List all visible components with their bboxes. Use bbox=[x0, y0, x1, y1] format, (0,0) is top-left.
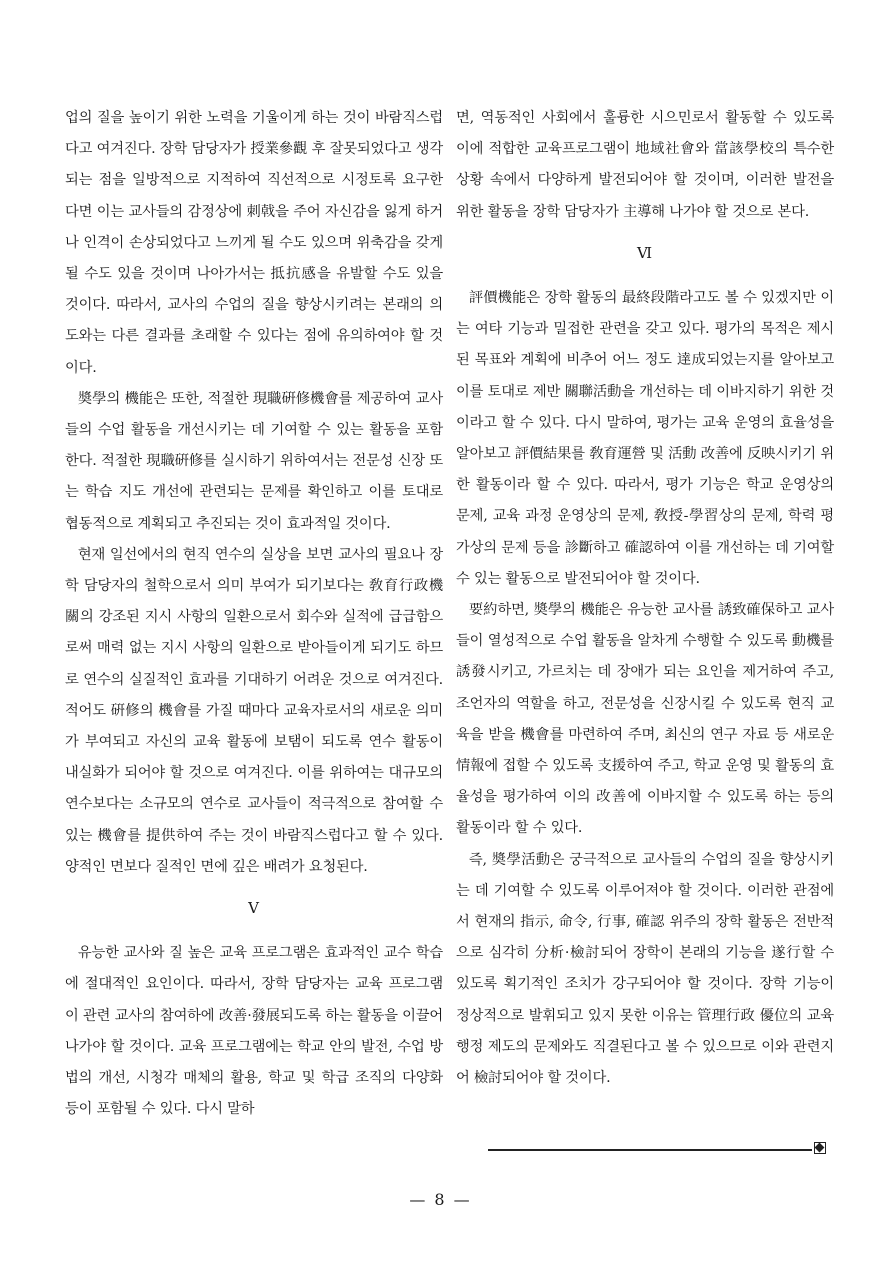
paragraph: 업의 질을 높이기 위한 노력을 기울이게 하는 것이 바람직스럽다고 여겨진다. 장학 담당자가 授業參觀 후 잘못되었다고 생각되는 점을 일방적으로 지적하여 직선적으로 시정토록 요구한다면 이는 교사들의 감정상에 刺戟을 주어 자신감을 잃게 하거나 인격이 손상되었다고 느끼게 될 수도 있으며 위축감을 갖게 될 수도 있을 것이며 나아가서는 抵抗感을 유발할 수도 있을 것이다. 따라서, 교사의 수업의 질을 향상시키려는 본래의 의도와는 다른 결과를 초래할 수 있다는 점에 유의하여야 할 것이다. bbox=[65, 110, 443, 376]
paragraph: 즉, 奬學活動은 궁극적으로 교사들의 수업의 질을 향상시키는 데 기여할 수 있도록 이루어져야 할 것이다. 이러한 관점에서 현재의 指示, 命令, 行事, 確認 위주의 장학 활동은 전반적으로 심각히 分析·檢討되어 장학이 본래의 기능을 遂行할 수 있도록 획기적인 조치가 강구되어야 할 것이다. 장학 기능이 정상적으로 발휘되고 있지 못한 이유는 管理行政 優位의 교육 행정 제도의 문제와도 직결된다고 볼 수 있으므로 이와 관련지어 檢討되어야 할 것이다. bbox=[456, 851, 834, 1087]
end-of-article-rule bbox=[488, 1142, 826, 1156]
section-heading-v: V bbox=[248, 899, 260, 918]
paragraph: 현재 일선에서의 현직 연수의 실상을 보면 교사의 필요나 장학 담당자의 철학으로서 의미 부여가 되기보다는 敎育行政機關의 강조된 지시 사항의 일환으로서 회수와 실적에 급급함으로써 매력 없는 지시 사항의 일환으로 받아들이게 되기도 하므로 연수의 실질적인 효과를 기대하기 어려운 것으로 여겨진다. 적어도 硏修의 機會를 가질 때마다 교육자로서의 새로운 의미가 부여되고 자신의 교육 활동에 보탬이 되도록 연수 활동이 내실화가 되어야 할 것으로 여겨진다. 이를 위하여는 대규모의 연수보다는 소규모의 연수로 교사들이 적극적으로 참여할 수 있는 機會를 提供하여 주는 것이 바람직스럽다고 할 수 있다. 양적인 면보다 질적인 면에 깊은 배려가 요청된다. bbox=[65, 546, 443, 875]
paragraph: 要約하면, 奬學의 機能은 유능한 교사를 誘致確保하고 교사들이 열성적으로 수업 활동을 알차게 수행할 수 있도록 動機를 誘發시키고, 가르치는 데 장애가 되는 요인을 제거하여 주고, 조언자의 역할을 하고, 전문성을 신장시킬 수 있도록 현직 교육을 받을 機會를 마련하여 주며, 최신의 연구 자료 등 새로운 情報에 접할 수 있도록 支援하여 주고, 학교 운영 및 활동의 효율성을 평가하여 이의 改善에 이바지할 수 있도록 하는 등의 활동이라 할 수 있다. bbox=[456, 602, 834, 837]
end-mark-diamond-icon bbox=[814, 1142, 826, 1154]
section-heading-vi: Ⅵ bbox=[636, 243, 654, 262]
left-column bbox=[65, 103, 443, 1126]
paragraph: 유능한 교사와 질 높은 교육 프로그램은 효과적인 교수 학습에 절대적인 요인이다. 따라서, 장학 담당자는 교육 프로그램이 관련 교사의 참여하에 改善·發展되도록 하는 활동을 이끌어 나가야 할 것이다. 교육 프로그램에는 학교 안의 발전, 수업 방법의 개선, 시청각 매체의 활용, 학교 및 학급 조직의 다양화 등이 포함될 수 있다. 다시 말하 bbox=[65, 945, 443, 1118]
paragraph: 評價機能은 장학 활동의 最終段階라고도 볼 수 있겠지만 이는 여타 기능과 밀접한 관련을 갖고 있다. 평가의 목적은 제시된 목표와 계획에 비추어 어느 정도 達成되었는지를 알아보고 이를 토대로 제반 關聯活動을 개선하는 데 이바지하기 위한 것이라고 할 수 있다. 다시 말하여, 평가는 교육 운영의 효율성을 알아보고 評價結果를 敎育運營 및 活動 改善에 反映시키기 위한 활동이라 할 수 있다. 따라서, 평가 기능은 학교 운영상의 문제, 교육 과정 운영상의 문제, 敎授-學習상의 문제, 학력 평가상의 문제 등을 診斷하고 確認하여 이를 개선하는 데 기여할 수 있는 활동으로 발전되어야 할 것이다. bbox=[456, 290, 834, 587]
right-column bbox=[456, 103, 834, 1094]
page-number: — 8 — bbox=[409, 1190, 472, 1209]
paragraph: 면, 역동적인 사회에서 훌륭한 시으민로서 활동할 수 있도록 이에 적합한 교육프로그램이 地域社會와 當該學校의 특수한 상황 속에서 다양하게 발전되어야 할 것이며, 이러한 발전을 위한 활동을 장학 담당자가 主導해 나가야 할 것으로 본다. bbox=[456, 110, 834, 220]
end-rule-line bbox=[488, 1149, 812, 1151]
paragraph: 奬學의 機能은 또한, 적절한 現職硏修機會를 제공하여 교사들의 수업 활동을 개선시키는 데 기여할 수 있는 활동을 포함한다. 적절한 現職硏修를 실시하기 위하여서는 전문성 신장 또는 학습 지도 개선에 관련되는 문제를 확인하고 이를 토대로 협동적으로 계획되고 추진되는 것이 효과적일 것이다. bbox=[65, 390, 443, 532]
